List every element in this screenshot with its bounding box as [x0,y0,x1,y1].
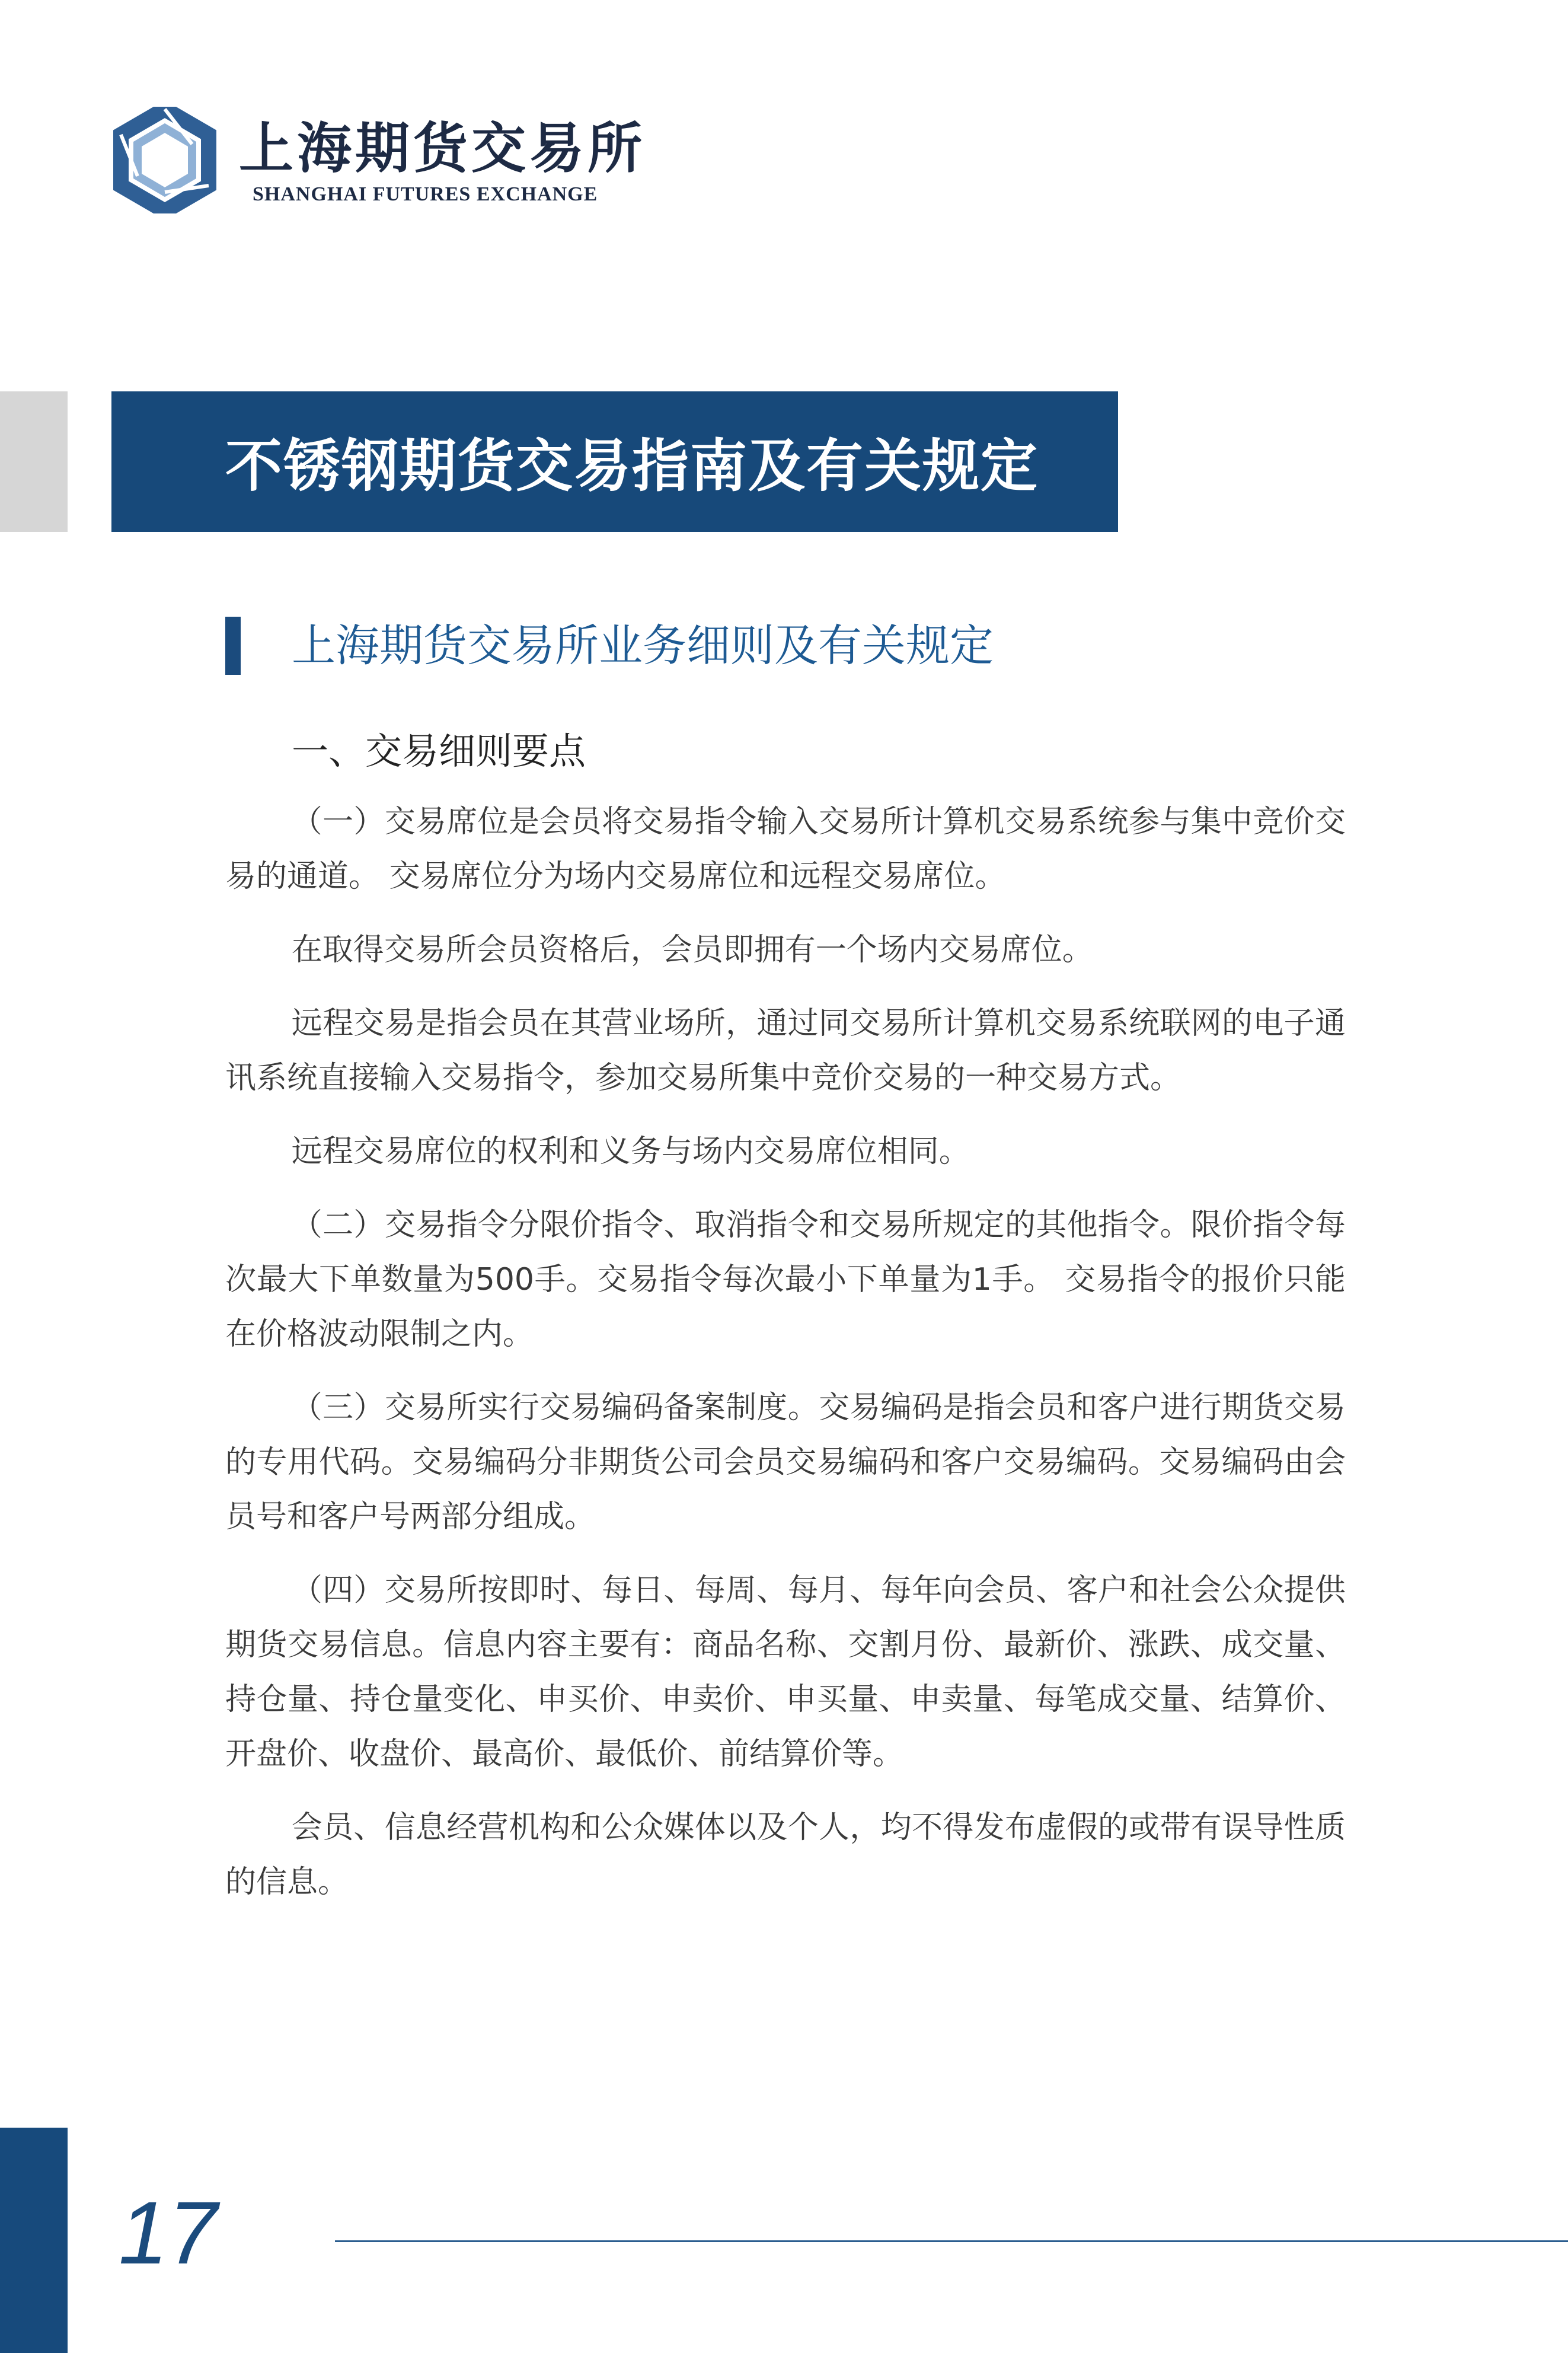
page-tab [0,2128,68,2353]
paragraph: 远程交易是指会员在其营业场所，通过同交易所计算机交易系统联网的电子通讯系统直接输入交易指令，参加交易所集中竞价交易的一种交易方式。 [225,1006,1346,1096]
logo-english-name: SHANGHAI FUTURES EXCHANGE [253,183,598,205]
section-heading: 上海期货交易所业务细则及有关规定 [292,620,994,671]
subsection-heading: 一、交易细则要点 [292,729,586,773]
paragraph: （二）交易指令分限价指令、取消指令和交易所规定的其他指令。限价指令每次最大下单数量为500手。交易指令每次最小下单量为1手。 交易指令的报价只能在价格波动限制之内。 [225,1207,1346,1352]
paragraph: 会员、信息经营机构和公众媒体以及个人，均不得发布虚假的或带有误导性质的信息。 [225,1810,1346,1900]
logo-chinese-name: 上海期货交易所 [239,116,646,180]
title-banner [111,391,1118,532]
section-marker [225,617,241,675]
paragraph: （三）交易所实行交易编码备案制度。交易编码是指会员和客户进行期货交易的专用代码。交易编码分非期货公司会员交易编码和客户交易编码。交易编码由会员号和客户号两部分组成。 [225,1390,1346,1535]
footer-divider [335,2240,1568,2242]
exchange-logo [111,107,646,213]
paragraph: （四）交易所按即时、每日、每周、每月、每年向会员、客户和社会公众提供期货交易信息。信息内容主要有：商品名称、交割月份、最新价、涨跌、成交量、持仓量、持仓量变化、申买价、申卖价、申买量、申卖量、每笔成交量、结算价、开盘价、收盘价、最高价、最低价、前结算价等。 [225,1573,1346,1772]
page-title: 不锈钢期货交易指南及有关规定 [225,433,1039,499]
hexagon-chain-logo-icon [111,107,218,213]
body-text [225,795,1346,1928]
paragraph: 远程交易席位的权利和义务与场内交易席位相同。 [291,1134,970,1169]
paragraph: 在取得交易所会员资格后，会员即拥有一个场内交易席位。 [291,932,1093,968]
page-number: 17 [119,2183,218,2282]
side-accent-block [0,391,68,532]
paragraph: （一）交易席位是会员将交易指令输入交易所计算机交易系统参与集中竞价交易的通道。 交易席位分为场内交易席位和远程交易席位。 [225,804,1346,894]
